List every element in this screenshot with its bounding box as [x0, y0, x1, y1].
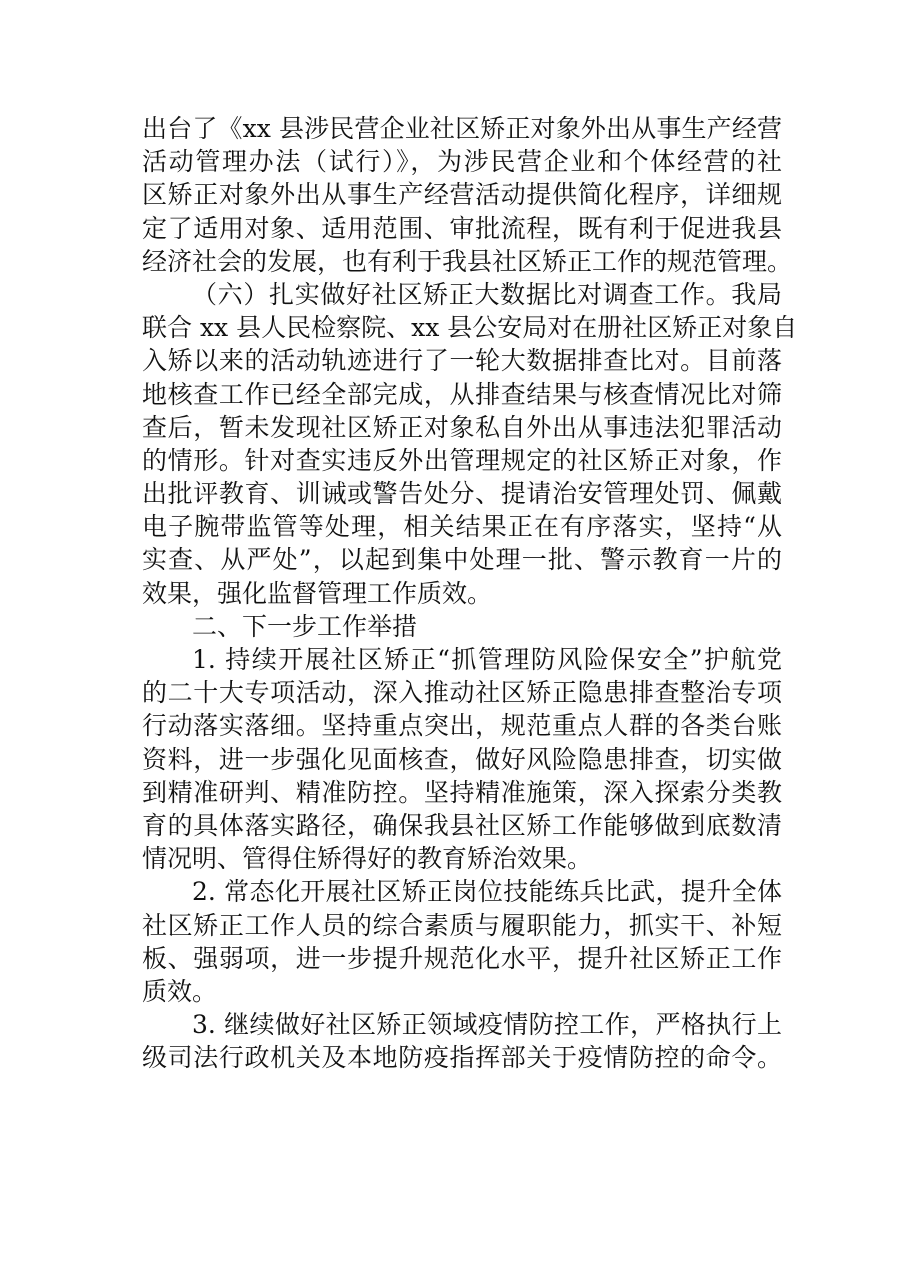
text-line: 的情形。针对查实违反外出管理规定的社区矫正对象，作: [142, 445, 782, 475]
text-line: 区矫正对象外出从事生产经营活动提供简化程序，详细规: [142, 180, 782, 210]
text-line: 出批评教育、训诫或警告处分、提请治安管理处罚、佩戴: [142, 479, 782, 509]
text-line: 资料，进一步强化见面核查，做好风险隐患排查，切实做: [142, 744, 782, 774]
text-line: 出台了《xx 县涉民营企业社区矫正对象外出从事生产经营: [142, 114, 782, 143]
text-line: 效果，强化监督管理工作质效。: [142, 578, 493, 608]
text-line: 活动管理办法（试行）》，为涉民营企业和个体经营的社: [142, 147, 782, 177]
text-line: 育的具体落实路径，确保我县社区矫工作能够做到底数清: [142, 810, 782, 840]
text-line: 级司法行政机关及本地防疫指挥部关于疫情防控的命令。: [142, 1043, 782, 1073]
list-item-line: 3. 继续做好社区矫正领域疫情防控工作，严格执行上: [192, 1010, 782, 1040]
text-line: 电子腕带监管等处理，相关结果正在有序落实，坚持“从: [142, 512, 782, 542]
section-heading: 二、下一步工作举措: [192, 611, 418, 641]
text-line: 查后，暂未发现社区矫正对象私自外出从事违法犯罪活动: [142, 412, 782, 442]
text-line: 社区矫正工作人员的综合素质与履职能力，抓实干、补短: [142, 910, 782, 940]
text-line: 质效。: [142, 976, 218, 1006]
list-item-line: 2. 常态化开展社区矫正岗位技能练兵比武，提升全体: [192, 877, 782, 907]
text-line: 的二十大专项活动，深入推动社区矫正隐患排查整治专项: [142, 678, 782, 708]
text-line: 联合 xx 县人民检察院、xx 县公安局对在册社区矫正对象自: [142, 313, 798, 343]
section-heading-line: （六）扎实做好社区矫正大数据比对调查工作。我局: [192, 279, 782, 309]
text-line: 定了适用对象、适用范围、审批流程，既有利于促进我县: [142, 213, 782, 243]
text-line: 到精准研判、精准防控。坚持精准施策，深入探索分类教: [142, 777, 782, 807]
document-body: [142, 112, 798, 1074]
text-line: 情况明、管得住矫得好的教育矫治效果。: [142, 844, 593, 874]
text-line: 地核查工作已经全部完成，从排查结果与核查情况比对筛: [142, 379, 782, 409]
text-line: 入矫以来的活动轨迹进行了一轮大数据排查比对。目前落: [142, 346, 782, 376]
text-line: 经济社会的发展，也有利于我县社区矫正工作的规范管理。: [142, 246, 793, 276]
text-line: 板、强弱项，进一步提升规范化水平，提升社区矫正工作: [142, 943, 782, 973]
text-line: 实查、从严处”，以起到集中处理一批、警示教育一片的: [142, 545, 782, 575]
list-item-line: 1. 持续开展社区矫正“抓管理防风险保安全”护航党: [192, 645, 782, 674]
text-line: 行动落实落细。坚持重点突出，规范重点人群的各类台账: [142, 711, 782, 741]
